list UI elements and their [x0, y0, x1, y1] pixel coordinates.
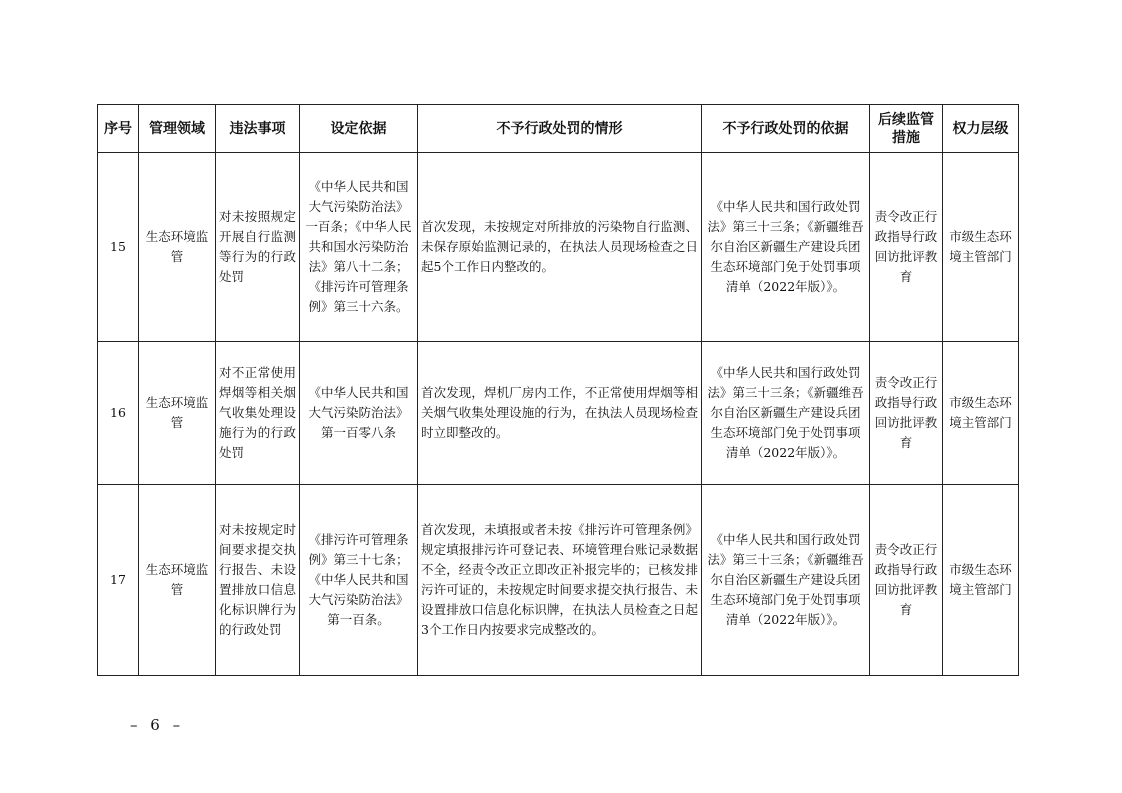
header-basis: 设定依据: [300, 105, 418, 153]
header-violation: 违法事项: [216, 105, 300, 153]
row-measures: 责令改正行政指导行政回访批评教育: [870, 342, 943, 485]
row-basis: 《中华人民共和国大气污染防治法》第一百零八条: [300, 342, 418, 485]
row-exempt-basis: 《中华人民共和国行政处罚法》第三十三条；《新疆维吾尔自治区新疆生产建设兵团生态环境部门免于处罚事项清单（2022年版）》。: [702, 342, 870, 485]
row-violation: 对不正常使用焊烟等相关烟气收集处理设施行为的行政处罚: [216, 342, 300, 485]
table-header-row: [98, 105, 1019, 153]
row-violation: 对未按规定时间要求提交执行报告、未设置排放口信息化标识牌行为的行政处罚: [216, 485, 300, 676]
row-no: 15: [98, 153, 139, 342]
row-level: 市级生态环境主管部门: [943, 153, 1019, 342]
exemption-table: [97, 104, 1019, 676]
header-level: 权力层级: [943, 105, 1019, 153]
row-exempt-basis: 《中华人民共和国行政处罚法》第三十三条；《新疆维吾尔自治区新疆生产建设兵团生态环境部门免于处罚事项清单（2022年版）》。: [702, 485, 870, 676]
row-violation: 对未按照规定开展自行监测等行为的行政处罚: [216, 153, 300, 342]
row-no: 17: [98, 485, 139, 676]
row-basis: 《排污许可管理条例》第三十七条；《中华人民共和国大气污染防治法》第一百条。: [300, 485, 418, 676]
header-situation: 不予行政处罚的情形: [418, 105, 702, 153]
header-no: 序号: [98, 105, 139, 153]
row-situation: 首次发现，焊机厂房内工作，不正常使用焊烟等相关烟气收集处理设施的行为，在执法人员现场检查时立即整改的。: [418, 342, 702, 485]
header-exempt-basis: 不予行政处罚的依据: [702, 105, 870, 153]
row-measures: 责令改正行政指导行政回访批评教育: [870, 485, 943, 676]
header-measures: 后续监管措施: [870, 105, 943, 153]
row-domain: 生态环境监管: [139, 485, 216, 676]
page-number: – 6 –: [130, 716, 185, 734]
table-row: [98, 485, 1019, 676]
row-basis: 《中华人民共和国大气污染防治法》一百条；《中华人民共和国水污染防治法》第八十二条；《排污许可管理条例》第三十六条。: [300, 153, 418, 342]
row-exempt-basis: 《中华人民共和国行政处罚法》第三十三条；《新疆维吾尔自治区新疆生产建设兵团生态环境部门免于处罚事项清单（2022年版）》。: [702, 153, 870, 342]
row-measures: 责令改正行政指导行政回访批评教育: [870, 153, 943, 342]
table-row: [98, 153, 1019, 342]
row-level: 市级生态环境主管部门: [943, 485, 1019, 676]
row-level: 市级生态环境主管部门: [943, 342, 1019, 485]
row-domain: 生态环境监管: [139, 153, 216, 342]
table-row: [98, 342, 1019, 485]
header-domain: 管理领域: [139, 105, 216, 153]
row-situation: 首次发现，未按规定对所排放的污染物自行监测、未保存原始监测记录的，在执法人员现场检查之日起5个工作日内整改的。: [418, 153, 702, 342]
row-domain: 生态环境监管: [139, 342, 216, 485]
row-no: 16: [98, 342, 139, 485]
row-situation: 首次发现，未填报或者未按《排污许可管理条例》规定填报排污许可登记表、环境管理台账记录数据不全，经责令改正立即改正补报完毕的；已核发排污许可证的，未按规定时间要求提交执行报告、未设置排放口信息化标识牌，在执法人员检查之日起3个工作日内按要求完成整改的。: [418, 485, 702, 676]
